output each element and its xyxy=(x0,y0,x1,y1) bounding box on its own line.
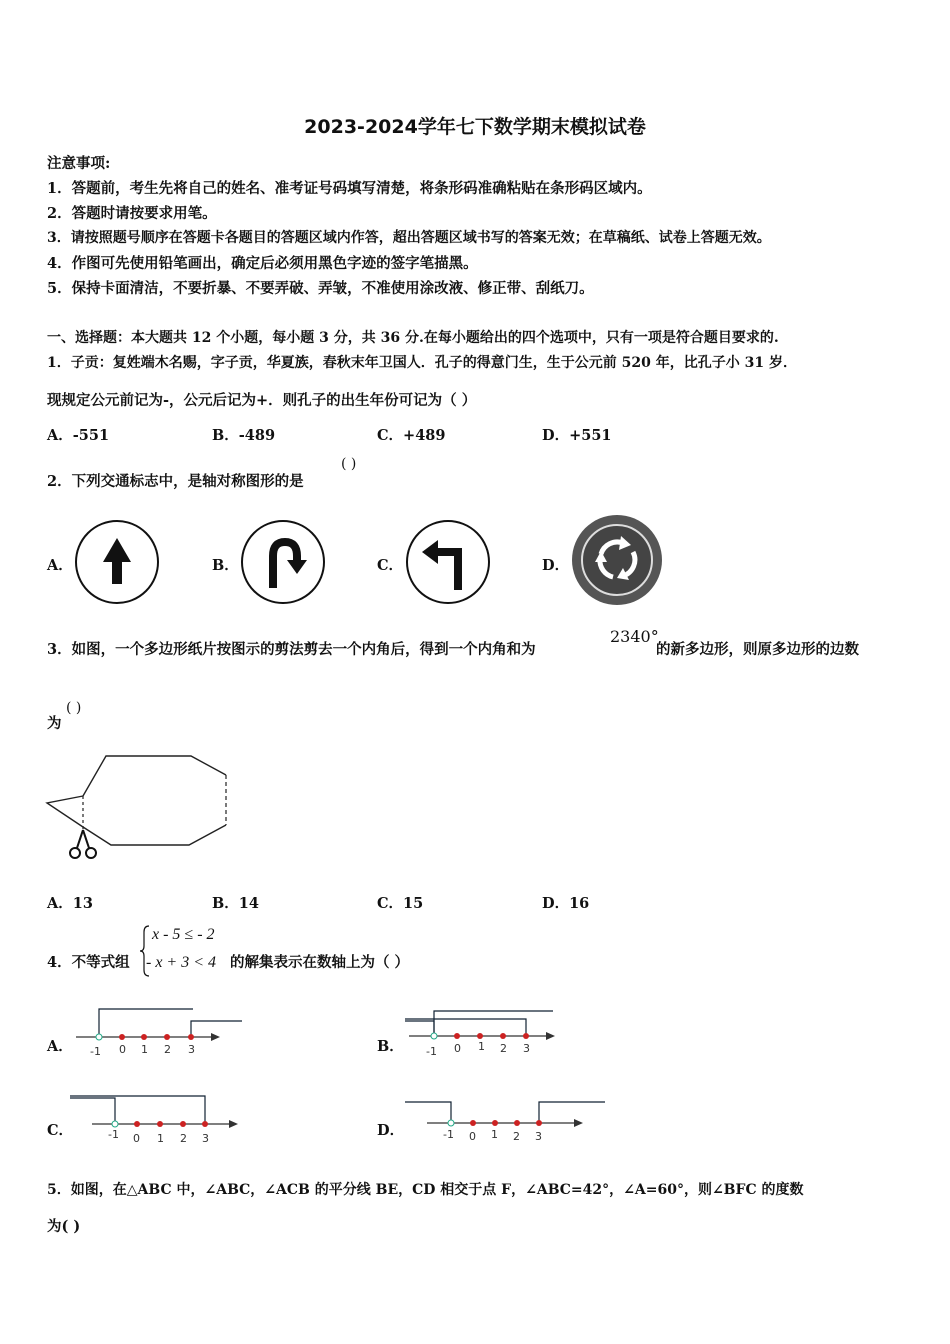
question-3-stem-3: 为 xyxy=(47,715,62,732)
sign-roundabout-icon[interactable] xyxy=(571,514,663,606)
q3-answer-paren: ( ) xyxy=(66,700,82,716)
q4-inequality-2: - x + 3 < 4 xyxy=(146,954,217,971)
question-3-stem: 3．如图，一个多边形纸片按图示的剪法剪去一个内角后，得到一个内角和为 xyxy=(47,641,536,658)
q3-option-d[interactable]: D．16 xyxy=(542,895,590,912)
tick-label: -1 xyxy=(90,1045,101,1058)
section-heading: 一、选择题：本大题共 12 个小题，每小题 3 分，共 36 分.在每小题给出的四个选项中，只有一项是符合题目要求的. xyxy=(47,330,779,346)
tick-label: 0 xyxy=(133,1132,140,1145)
notice-item: 1．答题前，考生先将自己的姓名、准考证号码填写清楚，将条形码准确粘贴在条形码区域内。 xyxy=(47,180,652,197)
tick-label: -1 xyxy=(108,1128,119,1141)
q1-option-b[interactable]: B．-489 xyxy=(212,427,276,444)
q3-option-c[interactable]: C．15 xyxy=(377,895,424,912)
q1-option-a[interactable]: A．-551 xyxy=(47,427,110,444)
q2-label-c[interactable]: C． xyxy=(377,557,404,574)
number-line-a[interactable] xyxy=(70,1005,250,1063)
sign-left-turn-icon[interactable] xyxy=(404,518,492,606)
tick-label: 2 xyxy=(180,1132,187,1145)
tick-label: 1 xyxy=(141,1043,148,1056)
question-1-stem: 1．子贡：复姓端木名赐，字子贡，华夏族，春秋末年卫国人．孔子的得意门生，生于公元前 520 年，比孔子小 31 岁． xyxy=(47,355,797,371)
q3-angle-sum: 2340° xyxy=(610,627,659,646)
notice-item: 5．保持卡面清洁，不要折暴、不要弄破、弄皱，不准使用涂改液、修正带、刮纸刀。 xyxy=(47,280,594,297)
scissors-icon xyxy=(70,830,96,858)
notice-item: 3．请按照题号顺序在答题卡各题目的答题区域内作答，超出答题区域书写的答案无效；在草稿纸、试卷上答题无效。 xyxy=(47,230,771,246)
question-3-stem-2: 的新多边形，则原多边形的边数 xyxy=(656,641,859,658)
q4-label-c[interactable]: C． xyxy=(47,1122,74,1139)
tick-label: 2 xyxy=(500,1042,507,1055)
tick-label: -1 xyxy=(443,1128,454,1141)
tick-label: 3 xyxy=(535,1130,542,1143)
question-4-suffix: 的解集表示在数轴上为（ ） xyxy=(230,954,410,971)
notice-item: 2．答题时请按要求用笔。 xyxy=(47,205,217,222)
tick-label: 0 xyxy=(119,1043,126,1056)
q3-option-a[interactable]: A．13 xyxy=(47,895,93,912)
q3-option-b[interactable]: B．14 xyxy=(212,895,259,912)
tick-label: 0 xyxy=(469,1130,476,1143)
q4-label-d[interactable]: D． xyxy=(377,1122,405,1139)
tick-label: 1 xyxy=(157,1132,164,1145)
question-5-stem-2: 为( ) xyxy=(47,1218,81,1235)
q1-option-d[interactable]: D．+551 xyxy=(542,427,612,444)
q4-label-a[interactable]: A． xyxy=(47,1038,73,1055)
q4-label-b[interactable]: B． xyxy=(377,1038,404,1055)
q2-answer-paren: ( ) xyxy=(341,456,357,472)
polygon-cut-figure xyxy=(44,752,236,864)
tick-label: 3 xyxy=(202,1132,209,1145)
page-title: 2023-2024学年七下数学期末模拟试卷 xyxy=(304,116,646,138)
tick-label: 1 xyxy=(491,1128,498,1141)
q2-label-a[interactable]: A． xyxy=(47,557,73,574)
tick-label: 2 xyxy=(513,1130,520,1143)
question-1-stem-2: 现规定公元前记为-，公元后记为+．则孔子的出生年份可记为（ ） xyxy=(47,392,477,409)
tick-label: 1 xyxy=(478,1040,485,1053)
notice-item: 4．作图可先使用铅笔画出，确定后必须用黑色字迹的签字笔描黑。 xyxy=(47,255,478,272)
tick-label: 0 xyxy=(454,1042,461,1055)
tick-label: 3 xyxy=(188,1043,195,1056)
tick-label: 3 xyxy=(523,1042,530,1055)
q4-inequality-1: x - 5 ≤ - 2 xyxy=(152,926,215,943)
question-2-stem: 2．下列交通标志中，是轴对称图形的是 xyxy=(47,473,304,490)
sign-u-turn-icon[interactable] xyxy=(239,518,327,606)
notice-heading: 注意事项: xyxy=(47,155,111,172)
question-4-prefix: 4．不等式组 xyxy=(47,954,130,971)
number-line-d[interactable] xyxy=(403,1090,609,1148)
sign-straight-arrow-icon[interactable] xyxy=(73,518,161,606)
tick-label: 2 xyxy=(164,1043,171,1056)
tick-label: -1 xyxy=(426,1045,437,1058)
question-5-stem: 5．如图，在△ABC 中，∠ABC，∠ACB 的平分线 BE，CD 相交于点 F，∠ABC=42°，∠A=60°，则∠BFC 的度数 xyxy=(47,1182,804,1198)
number-line-c[interactable] xyxy=(70,1090,250,1148)
number-line-b[interactable] xyxy=(403,1005,563,1063)
q1-option-c[interactable]: C．+489 xyxy=(377,427,446,444)
q2-label-b[interactable]: B． xyxy=(212,557,239,574)
q2-label-d[interactable]: D． xyxy=(542,557,570,574)
